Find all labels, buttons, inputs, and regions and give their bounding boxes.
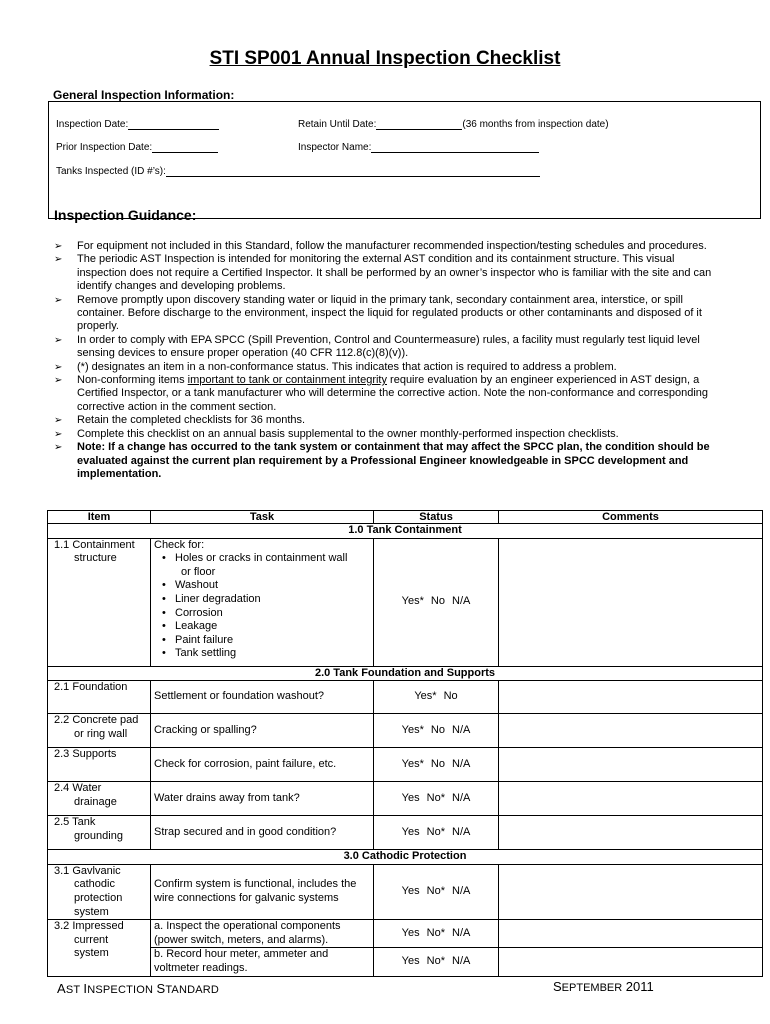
inspection-table (47, 510, 763, 977)
guidance-item: ➢ Remove promptly upon discovery standing water or liquid in the primary tank, secondary containment area, interstice, or spill container. Before discharge to the environment, inspect the liquid for regulated products or other contaminants and disposed of it properly. (54, 293, 702, 333)
arrow-bullet-icon: ➢ (54, 294, 63, 306)
table-row (48, 681, 763, 714)
item-cell: 2.4 Water drainage (48, 782, 151, 816)
guidance-item: ➢ In order to comply with EPA SPCC (Spill Prevention, Control and Countermeasure) rules, a facility must regularly test liquid level sensing devices to ensure proper operation (40 CFR 112.8(c)(8)(v)). (54, 333, 700, 360)
inspector-name-label: Inspector Name: (298, 142, 372, 153)
arrow-bullet-icon: ➢ (54, 241, 63, 252)
table-header-row (48, 511, 763, 524)
inspection-date-blank[interactable] (128, 119, 219, 130)
comments-cell[interactable] (499, 681, 763, 714)
item-cell: 2.1 Foundation (48, 681, 151, 714)
inspector-name-field[interactable] (298, 142, 539, 153)
header-comments: Comments (499, 511, 763, 524)
footer-standard-name: AST INSPECTION STANDARD (57, 981, 220, 996)
arrow-bullet-icon: ➢ (54, 254, 63, 266)
guidance-item: ➢ Complete this checklist on an annual basis supplemental to the owner monthly-performed inspection checklists. (54, 427, 619, 440)
guidance-list (54, 240, 718, 481)
status-options[interactable]: Yes No* N/A (374, 864, 499, 919)
comments-cell[interactable] (499, 864, 763, 919)
inspection-date-label: Inspection Date: (56, 119, 129, 130)
arrow-bullet-icon: ➢ (54, 428, 63, 440)
page-title: STI SP001 Annual Inspection Checklist (209, 48, 561, 69)
table-row (48, 948, 763, 976)
item-cell: 2.3 Supports (48, 748, 151, 782)
comments-cell[interactable] (499, 782, 763, 816)
status-options[interactable]: Yes* No (374, 681, 499, 714)
retain-until-field[interactable] (298, 119, 609, 130)
arrow-bullet-icon: ➢ (54, 375, 63, 387)
header-item: Item (48, 511, 151, 524)
table-row (48, 920, 763, 948)
prior-date-field[interactable] (56, 142, 218, 153)
table-row (48, 782, 763, 816)
header-status: Status (374, 511, 499, 524)
table-row (48, 816, 763, 850)
underlined-phrase: important to tank or containment integrity (187, 374, 387, 387)
guidance-item: ➢ (*) designates an item in a non-conformance status. This indicates that action is required to address a problem. (54, 360, 617, 373)
arrow-bullet-icon: ➢ (54, 361, 63, 373)
item-cell: 3.1 Gavlvanic cathodic protection system (48, 864, 151, 919)
prior-date-blank[interactable] (152, 142, 218, 153)
general-info-box (48, 101, 761, 219)
guidance-item: ➢ Non-conforming items important to tank or containment integrity require evaluation by an engineer experienced in AST design, a Certified Inspector, or a tank manufacturer who will determine the corrective action. Note the non-conformance and corresponding corrective action in the comment section. (54, 374, 708, 413)
task-cell: Check for corrosion, paint failure, etc. (151, 748, 374, 782)
inspection-date-field[interactable] (56, 119, 219, 130)
comments-cell[interactable] (499, 748, 763, 782)
prior-date-label: Prior Inspection Date: (56, 142, 153, 153)
table-row (48, 538, 763, 666)
tanks-inspected-field[interactable] (56, 166, 540, 177)
status-options[interactable]: Yes No* N/A (374, 816, 499, 850)
status-options[interactable]: Yes* No N/A (374, 538, 499, 666)
comments-cell[interactable] (499, 714, 763, 748)
task-cell: b. Record hour meter, ammeter and voltmeter readings. (151, 948, 374, 976)
table-row (48, 748, 763, 782)
arrow-bullet-icon: ➢ (54, 415, 63, 427)
tanks-inspected-label: Tanks Inspected (ID #’s): (56, 166, 166, 177)
task-cell: Check for: • Holes or cracks in containment wall or floor • Washout • Liner degradation • Corrosion • Leakage • Paint failure • Tank settling (151, 538, 374, 666)
comments-cell[interactable] (499, 816, 763, 850)
retain-until-blank[interactable] (376, 119, 462, 130)
header-task: Task (151, 511, 374, 524)
item-cell: 2.2 Concrete pad or ring wall (48, 714, 151, 748)
guidance-item-note: ➢ Note: If a change has occurred to the tank system or containment that may affect the SPCC plan, the condition should be evaluated against the current plan requirement by a Professional Engineer knowledgeable in SPCC development and implementation. (54, 441, 710, 480)
retain-until-label: Retain Until Date: (298, 119, 377, 130)
section-row: 1.0 Tank Containment (48, 524, 763, 539)
item-cell: 2.5 Tank grounding (48, 816, 151, 850)
arrow-bullet-icon: ➢ (54, 334, 63, 346)
task-cell: a. Inspect the operational components (power switch, meters, and alarms). (151, 920, 374, 948)
inspector-name-blank[interactable] (371, 142, 539, 153)
item-cell: 3.2 Impressed current system (48, 920, 151, 976)
section-row: 3.0 Cathodic Protection (48, 850, 763, 865)
status-options[interactable]: Yes* No N/A (374, 748, 499, 782)
task-cell: Strap secured and in good condition? (151, 816, 374, 850)
tanks-inspected-blank[interactable] (166, 166, 540, 177)
task-cell: Settlement or foundation washout? (151, 681, 374, 714)
guidance-item: ➢ Retain the completed checklists for 36 months. (54, 414, 306, 427)
guidance-item: ➢ The periodic AST Inspection is intended for monitoring the external AST condition and its containment structure. This visual inspection does not require a Certified Inspector. It shall be performed by an owner’s inspector who is familiar with the site and can identify changes and developing problems. (54, 253, 712, 293)
section-row: 2.0 Tank Foundation and Supports (48, 666, 763, 681)
status-options[interactable]: Yes No* N/A (374, 948, 499, 976)
comments-cell[interactable] (499, 538, 763, 666)
task-cell: Confirm system is functional, includes the wire connections for galvanic systems (151, 864, 374, 919)
item-cell: 1.1 Containment structure (48, 538, 151, 666)
status-options[interactable]: Yes No* N/A (374, 782, 499, 816)
arrow-bullet-icon: ➢ (54, 442, 63, 454)
task-cell: Water drains away from tank? (151, 782, 374, 816)
retain-note: (36 months from inspection date) (462, 119, 609, 130)
status-options[interactable]: Yes No* N/A (374, 920, 499, 948)
status-options[interactable]: Yes* No N/A (374, 714, 499, 748)
guidance-item: ➢ For equipment not included in this Standard, follow the manufacturer recommended inspection/testing schedules and procedures. (54, 240, 707, 252)
table-row (48, 864, 763, 919)
general-info-heading: General Inspection Information: (53, 88, 235, 102)
comments-cell[interactable] (499, 948, 763, 976)
table-row (48, 714, 763, 748)
task-cell: Cracking or spalling? (151, 714, 374, 748)
guidance-heading: Inspection Guidance: (54, 207, 197, 223)
footer-date: SEPTEMBER 2011 (553, 979, 654, 994)
comments-cell[interactable] (499, 920, 763, 948)
